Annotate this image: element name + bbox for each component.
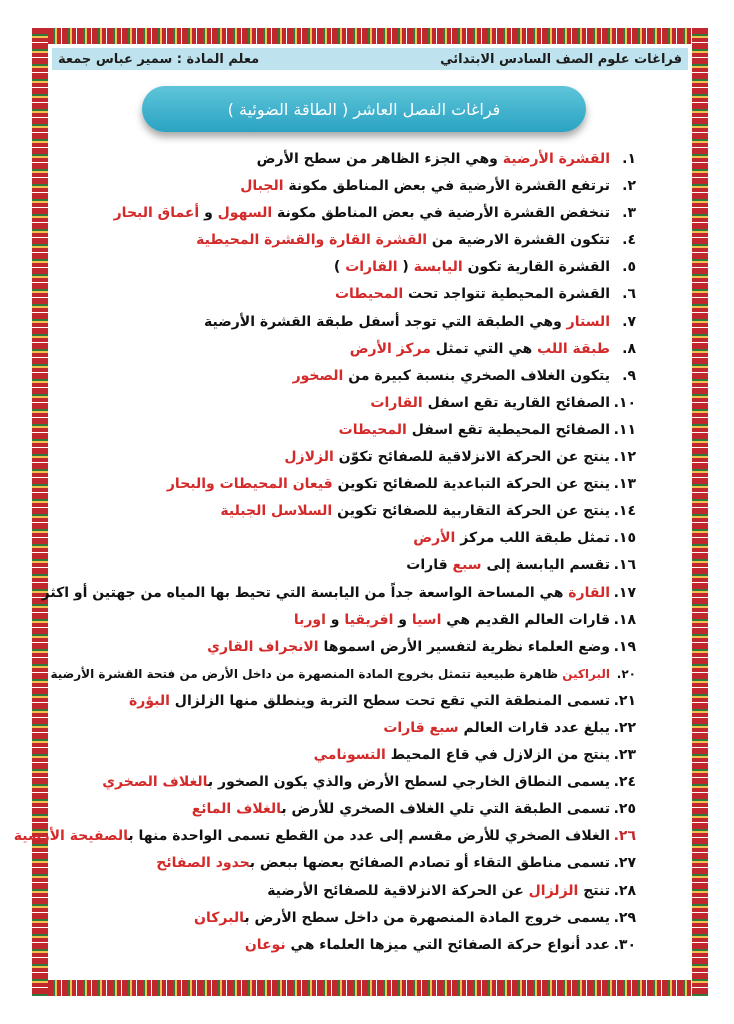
list-item: [56, 444, 636, 471]
list-item: [56, 932, 636, 959]
item-number: ٢٦.: [613, 828, 636, 845]
list-item: [56, 336, 636, 363]
teacher-name: معلم المادة : سمير عباس جمعة: [58, 51, 260, 67]
question-text: ): [333, 259, 346, 276]
answer-text: البؤرة: [129, 692, 170, 709]
question-text: يسمى خروج المادة المنصهرة من داخل سطح الأرض ب: [244, 909, 610, 926]
list-item: [56, 796, 636, 823]
decorative-border-right: [692, 28, 708, 996]
item-number: ١٦.: [613, 557, 636, 574]
answer-text: الجبال: [240, 178, 284, 195]
item-number: ١٧.: [613, 584, 636, 601]
question-text: (: [397, 259, 414, 276]
answer-text: البركان: [194, 909, 245, 926]
answer-text: المحيطات: [334, 286, 404, 303]
question-text: ينتج عن الحركة الانزلاقية للصفائح تكوّن: [333, 449, 610, 466]
list-item: [56, 281, 636, 308]
item-number: ١١.: [613, 421, 636, 438]
list-item: [56, 552, 636, 579]
question-text: ينتج عن الحركة التقاربية للصفائح تكوين: [332, 503, 610, 520]
question-text: تنخفض القشرة الأرضية في بعض المناطق مكونة: [272, 205, 610, 222]
question-text: تمثل طبقة اللب مركز: [455, 530, 610, 547]
answer-text: السهول: [217, 205, 273, 222]
answer-text: القارات: [370, 394, 423, 411]
list-item: [56, 146, 636, 173]
chapter-title-banner: [142, 86, 586, 132]
item-number: ١٠.: [613, 394, 636, 411]
list-item: [56, 850, 636, 877]
list-item: [41, 580, 636, 607]
answer-text: الزلزال: [528, 882, 579, 899]
answer-text: افريقيا: [344, 611, 394, 628]
item-number: ٢٧.: [613, 855, 636, 872]
question-text: ترتفع القشرة الأرضية في بعض المناطق مكونة: [283, 178, 610, 195]
question-text: عن الحركة الانزلاقية للصفائح الأرضية: [267, 882, 529, 899]
answer-text: البراكين: [562, 666, 610, 681]
answer-text: الأرض: [413, 530, 456, 547]
item-number: ١.: [622, 151, 636, 167]
answer-text: سبع: [452, 557, 482, 574]
question-text: وضع العلماء نظرية لتفسير الأرض اسموها: [318, 638, 610, 655]
list-item: [56, 525, 636, 552]
question-text: يسمى النطاق الخارجي لسطح الأرض والذي يكون الصخور ب: [207, 774, 610, 791]
list-item: [56, 742, 636, 769]
question-text: تسمى المنطقة التي تقع تحت سطح التربة وينطلق منها الزلزال: [169, 692, 610, 709]
decorative-border-bottom: [32, 980, 708, 996]
question-text: تسمى الطبقة التي تلي الغلاف الصخري للأرض ب: [281, 801, 610, 818]
question-text: القشرة القارية تكون: [462, 259, 610, 276]
item-number: ٢٣.: [613, 747, 636, 764]
answer-text: الغلاف المائع: [191, 801, 282, 818]
question-text: الغلاف الصخري للأرض مقسم إلى عدد من القطع تسمى الواحدة منها ب: [128, 828, 610, 845]
list-item: [56, 634, 636, 661]
item-number: ٣.: [622, 205, 636, 222]
list-item: [56, 227, 636, 254]
question-text: الصفائح القارية تقع اسفل: [422, 394, 610, 411]
item-number: ٢٠.: [616, 666, 636, 681]
answer-text: المحيطات: [338, 421, 407, 438]
decorative-border-left: [32, 28, 48, 996]
question-text: يتكون الغلاف الصخري بنسبة كبيرة من: [343, 367, 610, 384]
list-item: [56, 715, 636, 742]
item-number: ١٥.: [613, 530, 636, 547]
question-text: الصفائح المحيطية تقع اسفل: [406, 421, 610, 438]
item-number: ٦.: [622, 286, 636, 303]
item-number: ٨.: [622, 340, 636, 357]
answer-text: طبقة اللب: [537, 340, 610, 357]
list-item: [13, 823, 636, 850]
question-text: تتكون القشرة الارضية من: [427, 232, 610, 249]
item-number: ٢٢.: [613, 719, 636, 736]
decorative-border-top: [32, 28, 708, 44]
answer-text: أعماق البحار: [113, 205, 200, 222]
item-number: ٢٤.: [613, 774, 636, 791]
list-item: [56, 607, 636, 634]
answer-text: اسيا: [411, 611, 442, 628]
answer-text: نوعان: [244, 936, 286, 953]
chapter-title: فراغات الفصل العاشر ( الطاقة الضوئية ): [227, 99, 501, 119]
question-text: هي المساحة الواسعة جداً من اليابسة التي تحيط بها المياه من جهتين أو اكثر: [41, 584, 569, 601]
answer-text: سبع قارات: [383, 719, 459, 736]
list-item: [56, 390, 636, 417]
answer-text: حدود الصفائح: [156, 855, 250, 872]
question-text: و: [393, 611, 412, 628]
list-item: [56, 471, 636, 498]
list-item: [56, 878, 636, 905]
question-text: تسمى مناطق التقاء أو تصادم الصفائح بعضها ببعض ب: [249, 855, 610, 872]
answer-text: الغلاف الصخري: [102, 774, 208, 791]
answer-text: القارة: [568, 584, 610, 601]
answer-text: الزلازل: [284, 449, 334, 466]
answer-text: القشرة الأرضية: [502, 151, 610, 167]
list-item: [56, 173, 636, 200]
answer-text: مركز الأرض: [349, 340, 431, 357]
item-number: ١٩.: [613, 638, 636, 655]
answer-text: اوربا: [293, 611, 326, 628]
item-number: ٣٠.: [613, 936, 636, 953]
item-number: ٥.: [622, 259, 636, 276]
answer-text: الصفيحة الأرضية: [13, 828, 129, 845]
question-text: القشرة المحيطية تتواجد تحت: [403, 286, 610, 303]
answer-text: الصخور: [292, 367, 344, 384]
item-number: ٧.: [622, 313, 636, 330]
answer-text: قيعان المحيطات والبحار: [166, 476, 333, 493]
question-text: قارات العالم القديم هي: [441, 611, 610, 628]
list-item: [56, 309, 636, 336]
question-text: وهي الطبقة التي توجد أسفل طبقة القشرة الأرضية: [203, 313, 567, 330]
item-number: ١٣.: [613, 476, 636, 493]
item-number: ٢.: [622, 178, 636, 195]
question-text: و: [199, 205, 218, 222]
item-number: ١٨.: [613, 611, 636, 628]
question-text: و: [325, 611, 345, 628]
header-bar: [52, 48, 688, 70]
question-text: ينتج من الزلازل في قاع المحيط: [385, 747, 610, 764]
question-text: تنتج: [578, 882, 610, 899]
subject-title: فراغات علوم الصف السادس الابتدائي: [440, 51, 682, 67]
list-item: [56, 254, 636, 281]
answer-text: السلاسل الجبلية: [220, 503, 333, 520]
question-text: يبلغ عدد قارات العالم: [458, 719, 610, 736]
item-number: ٤.: [622, 232, 636, 249]
question-text: ينتج عن الحركة التباعدية للصفائح تكوين: [332, 476, 610, 493]
question-text: عدد أنواع حركة الصفائح التي ميزها العلماء هي: [285, 936, 610, 953]
fill-in-list: [13, 146, 636, 959]
item-number: ٢٨.: [613, 882, 636, 899]
question-text: هي التي تمثل: [430, 340, 538, 357]
list-item: [50, 661, 636, 688]
question-text: ظاهرة طبيعية تتمثل بخروج المادة المنصهرة من داخل الأرض من فتحة القشرة الأرضية: [50, 666, 563, 681]
item-number: ٢٥.: [613, 801, 636, 818]
item-number: ٩.: [622, 367, 636, 384]
item-number: ١٤.: [613, 503, 636, 520]
answer-text: الانجراف القاري: [207, 638, 319, 655]
question-text: قارات: [406, 557, 453, 574]
answer-text: الستار: [566, 313, 610, 330]
list-item: [56, 905, 636, 932]
answer-text: القارات: [345, 259, 398, 276]
list-item: [56, 417, 636, 444]
answer-text: القشرة القارة والقشرة المحيطية: [196, 232, 428, 249]
list-item: [56, 200, 636, 227]
item-number: ٢١.: [613, 692, 636, 709]
list-item: [56, 688, 636, 715]
answer-text: التسونامي: [313, 747, 386, 764]
list-item: [56, 498, 636, 525]
item-number: ٢٩.: [613, 909, 636, 926]
list-item: [56, 363, 636, 390]
list-item: [56, 769, 636, 796]
answer-text: اليابسة: [413, 259, 463, 276]
question-text: وهي الجزء الظاهر من سطح الأرض: [256, 151, 503, 167]
question-text: تقسم اليابسة إلى: [481, 557, 610, 574]
item-number: ١٢.: [613, 449, 636, 466]
